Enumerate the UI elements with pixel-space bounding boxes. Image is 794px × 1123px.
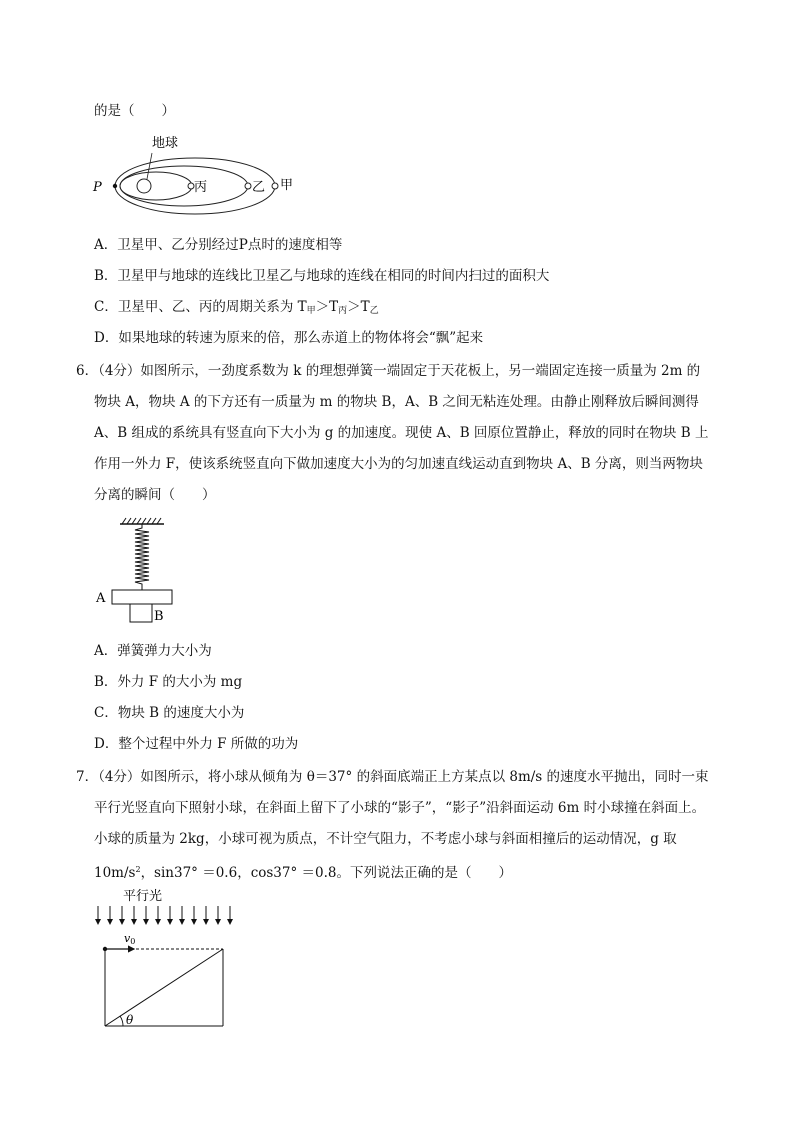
jia-label: 甲 [280,178,294,193]
satellite-yi [245,183,251,189]
q6-line-1: 6．（4分）如图所示，一劲度系数为 k 的理想弹簧一端固定于天花板上，另一端固定连接一质量为 2m 的 [76,363,701,379]
p-label: P [93,180,102,195]
point-p [113,184,117,188]
q5-option-b: B．卫星甲与地球的连线比卫星乙与地球的连线在相同的时间内扫过的面积大 [94,268,550,284]
q6-line-5: 分离的瞬间（ ） [94,487,216,503]
label-a: A [96,591,106,606]
q5-option-c-sub2: 丙 [338,306,348,316]
q5-option-d: D．如果地球的转速为原来的倍，那么赤道上的物体将会“飘”起来 [94,330,484,346]
q7-line-4-suffix: ，sin37° ＝0.6，cos37° ＝0.8。下列说法正确的是（ ） [140,865,512,881]
q6-option-b: B．外力 F 的大小为 mg [94,674,243,690]
orbit-bing [120,172,192,200]
parallel-light-arrows [98,906,230,924]
q5-option-c-gt2: ＞T [347,299,370,315]
ceiling-hatch [122,518,161,524]
q5-option-c-gt1: ＞T [315,299,339,315]
q7-line-3: 小球的质量为 2kg，小球可视为质点，不计空气阻力，不考虑小球与斜面相撞后的运动情况，g 取 [94,831,677,847]
q5-option-c-sub3: 乙 [369,306,379,316]
q7-line-4 [94,861,512,882]
q7-line-4-prefix: 10m/s [94,865,136,881]
q5-option-c-sub1: 甲 [306,306,316,316]
q7-incline-figure [90,884,240,1032]
spring-coil [135,524,149,590]
theta-arc [120,1016,123,1026]
q7-line-4-sup: 2 [135,865,141,874]
q5-stem-tail: 的是（ ） [94,103,175,119]
v0-label: v0 [124,932,136,946]
q6-line-2: 物块 A，物块 A 的下方还有一质量为 m 的物块 B，A、B 之间无粘连处理。由静止刚释放后瞬间测得 [94,394,699,410]
q5-option-c [94,298,379,320]
q6-option-a: A．弹簧弹力大小为 [94,643,212,659]
bing-label: 丙 [194,180,208,195]
q7-line-2: 平行光竖直向下照射小球，在斜面上留下了小球的“影子”，“影子”沿斜面运动 6m 时小球撞在斜面上。 [94,800,706,816]
block-a [112,590,172,604]
q6-option-c: C．物块 B 的速度大小为 [94,705,245,721]
label-b: B [154,609,164,624]
q5-option-a: A．卫星甲、乙分别经过P点时的速度相等 [94,237,343,253]
earth-label: 地球 [152,136,179,151]
yi-label: 乙 [252,180,266,195]
q6-spring-figure [92,516,182,626]
q5-orbit-figure [90,128,310,216]
satellite-jia [272,183,278,189]
block-b [130,604,152,622]
light-label: 平行光 [123,889,163,904]
q6-option-d: D．整个过程中外力 F 所做的功为 [94,736,299,752]
earth-circle [137,179,151,193]
theta-label: θ [126,1013,134,1027]
q6-line-3: A、B 组成的系统具有竖直向下大小为 g 的加速度。现使 A、B 回原位置静止，释放的同时在物块 B 上 [94,425,709,441]
q7-line-1: 7．（4分）如图所示，将小球从倾角为 θ＝37° 的斜面底端正上方某点以 8m/s 的速度水平抛出，同时一束 [76,769,709,785]
incline-line [105,949,223,1026]
q6-line-4: 作用一外力 F，使该系统竖直向下做加速度大小为的匀加速直线运动直到物块 A、B 分离，则当两物块 [94,456,703,472]
q5-option-c-prefix: C．卫星甲、乙、丙的周期关系为 T [94,299,307,315]
